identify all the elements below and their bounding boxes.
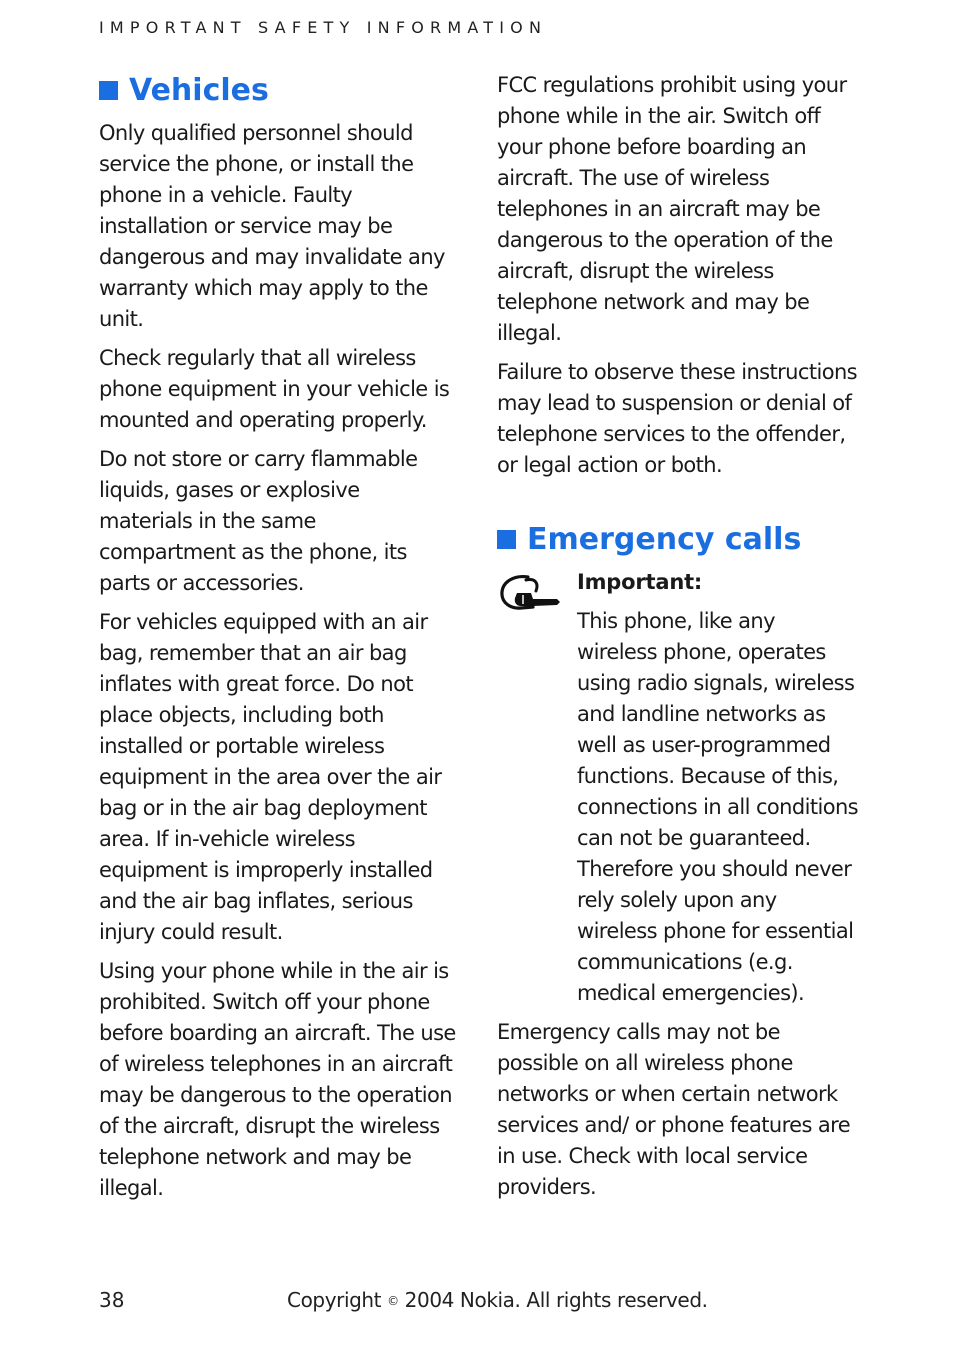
section-heading-vehicles: [99, 70, 457, 112]
copyright-prefix: Copyright: [287, 1288, 382, 1312]
important-note: [497, 567, 859, 1009]
paragraph: Check regularly that all wireless phone equipment in your vehicle is mounted and operating properly.: [99, 346, 450, 432]
paragraph: FCC regulations prohibit using your phone while in the air. Switch off your phone before boarding an aircraft. The use of wireless telephones in an aircraft may be dangerous to the operation of the aircraft, disrupt the wireless telephone network and may be illegal.: [497, 73, 847, 345]
paragraph: Emergency calls may not be possible on all wireless phone networks or when certain network services and/ or phone features are in use. Check with local service providers.: [497, 1020, 851, 1199]
square-bullet-icon: [99, 81, 118, 100]
paragraph: Using your phone while in the air is prohibited. Switch off your phone before boarding an aircraft. The use of wireless telephones in an aircraft may be dangerous to the operation of the aircraft, disrupt the wireless telephone network and may be illegal.: [99, 959, 456, 1200]
paragraph: Only qualified personnel should service the phone, or install the phone in a vehicle. Faulty installation or service may be dangerous and may invalidate any warranty which may apply to the unit.: [99, 121, 445, 331]
copyright-symbol: ©: [387, 1294, 399, 1308]
section-title-text: Emergency calls: [527, 522, 802, 557]
section-title-text: Vehicles: [129, 73, 269, 108]
paragraph: Failure to observe these instructions may lead to suspension or denial of telephone services to the offender, or legal action or both.: [497, 360, 857, 477]
copyright-text: 2004 Nokia. All rights reserved.: [404, 1288, 708, 1312]
section-heading-emergency-calls: [497, 519, 859, 561]
note-text: This phone, like any wireless phone, operates using radio signals, wireless and landline networks as well as user-programmed functions. Because of this, connections in all conditions can not be guaranteed. Therefore you should never rely solely upon any wireless phone for essential communications (e.g. medical emergencies).: [577, 609, 858, 1005]
note-title: Important:: [577, 570, 703, 594]
running-header: IMPORTANT SAFETY INFORMATION: [99, 18, 548, 37]
pointing-hand-icon: [499, 569, 561, 613]
right-column: [497, 70, 859, 1211]
page-number: 38: [99, 1288, 125, 1312]
square-bullet-icon: [497, 530, 516, 549]
paragraph: For vehicles equipped with an air bag, remember that an air bag inflates with great force. Do not place objects, including both installed or portable wireless equipment in the area over the air bag or in the air bag deployment area. If in-vehicle wireless equipment is improperly installed and the air bag inflates, serious injury could result.: [99, 610, 442, 944]
section-spacer: [497, 489, 859, 519]
copyright-notice: [287, 1288, 708, 1312]
paragraph: Do not store or carry flammable liquids, gases or explosive materials in the same compartment as the phone, its parts or accessories.: [99, 447, 418, 595]
left-column: [99, 70, 457, 1212]
